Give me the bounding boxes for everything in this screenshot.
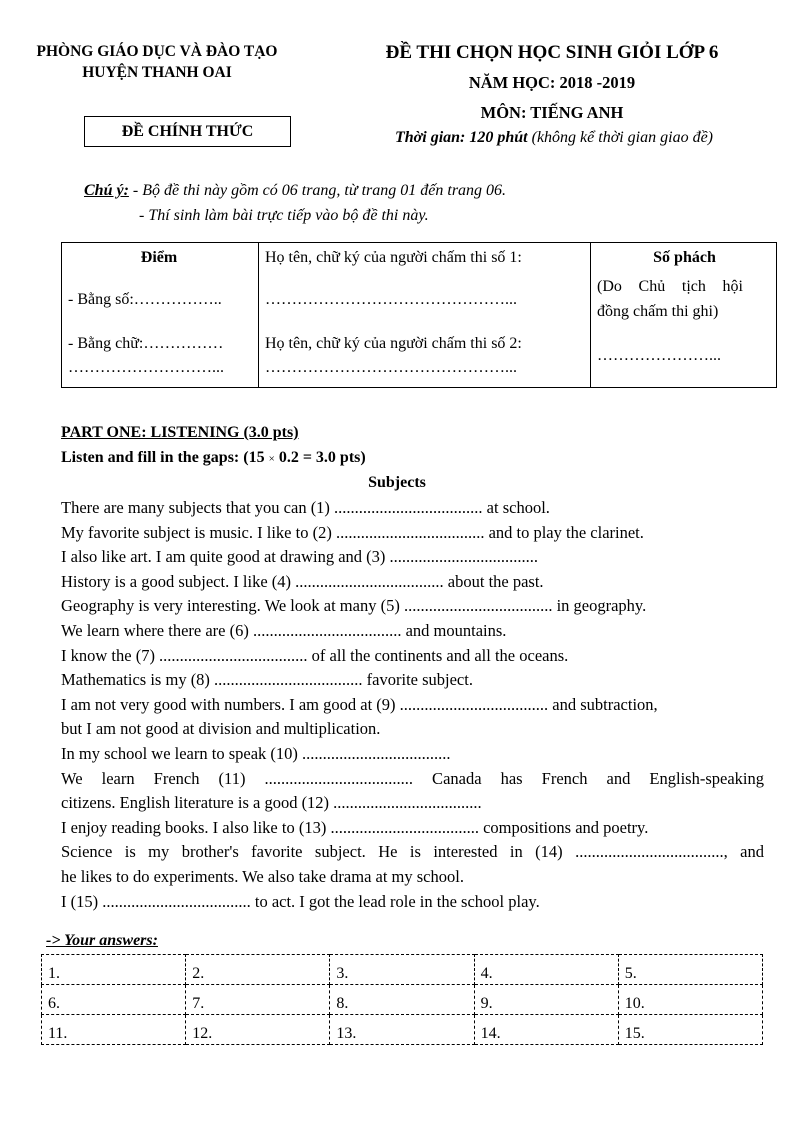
passage-line: We learn French (11) .................................... Canada has French and English-speaking [61, 768, 764, 788]
passage-title: Subjects [368, 474, 426, 491]
answer-number: 4. [480, 965, 493, 982]
answer-row [42, 1015, 763, 1045]
answer-number: 12. [192, 1025, 213, 1042]
answer-cell-9[interactable] [474, 985, 618, 1015]
part-one-instruction [61, 449, 366, 467]
exam-title: ĐỀ THI CHỌN HỌC SINH GIỎI LỚP 6 [385, 42, 719, 63]
official-exam-label: ĐỀ CHÍNH THỨC [121, 122, 254, 140]
score-by-words-dots: ………………………... [68, 359, 224, 376]
score-cell [62, 243, 259, 388]
answer-cell-3[interactable] [330, 955, 474, 985]
passage-line: I am not very good with numbers. I am good at (9) .................................... and subtraction, [61, 694, 658, 714]
answer-number: 13. [336, 1025, 357, 1042]
passage-line: citizens. English literature is a good (12) .................................... [61, 793, 482, 813]
exam-duration [354, 129, 754, 147]
passage-line: We learn where there are (6) .................................... and mountains. [61, 620, 507, 640]
grader-cell [259, 243, 591, 388]
answer-number: 11. [48, 1025, 68, 1042]
answer-cell-11[interactable] [42, 1015, 186, 1045]
answer-cell-4[interactable] [474, 955, 618, 985]
answer-cell-10[interactable] [618, 985, 762, 1015]
school-year: NĂM HỌC: 2018 -2019 [468, 73, 636, 92]
code-field[interactable]: …………………... [597, 347, 721, 364]
answers-label-text: -> Your answers: [46, 932, 158, 949]
score-header: Điểm [140, 249, 178, 266]
answer-number: 15. [624, 1025, 645, 1042]
answer-number: 14. [480, 1025, 501, 1042]
issuing-authority [30, 41, 284, 83]
answer-number: 3. [336, 965, 349, 982]
grader2-signature-field[interactable]: ………………………………………... [265, 359, 517, 376]
answer-number: 5. [624, 965, 637, 982]
note-label: Chú ý: [84, 182, 129, 199]
answer-number: 7. [192, 995, 205, 1012]
note-line-2: - Thí sinh làm bài trực tiếp vào bộ đề thi này. [139, 207, 429, 224]
answers-label [46, 932, 158, 950]
passage-line: I (15) .................................... to act. I got the lead role in the school play. [61, 891, 540, 911]
listening-passage [61, 496, 764, 914]
answer-cell-12[interactable] [186, 1015, 330, 1045]
passage-line: History is a good subject. I like (4) .................................... about the past. [61, 571, 544, 591]
passage-line: I enjoy reading books. I also like to (13) .................................... compositions and poetry. [61, 817, 649, 837]
code-cell [591, 243, 777, 388]
official-exam-badge [84, 116, 291, 147]
district-name: HUYỆN THANH OAI [82, 64, 232, 81]
answer-number: 1. [48, 965, 60, 982]
code-header: Số phách [653, 249, 716, 266]
answer-cell-8[interactable] [330, 985, 474, 1015]
passage-line: I know the (7) .................................... of all the continents and all the oceans. [61, 645, 569, 665]
passage-line: but I am not good at division and multiplication. [61, 719, 381, 739]
multiply-sign: × [268, 453, 275, 465]
score-table [61, 242, 777, 388]
instruction-text-a: Listen and fill in the gaps: (15 [61, 449, 269, 466]
passage-line: Geography is very interesting. We look at many (5) .................................... in geography. [61, 596, 647, 616]
exam-notes [84, 178, 506, 228]
note-text-1: - Bộ đề thi này gồm có 06 trang, từ trang 01 đến trang 06. [128, 182, 507, 199]
passage-line: I also like art. I am quite good at drawing and (3) .................................... [61, 547, 539, 567]
exam-duration-note: (không kể thời gian giao đề) [527, 129, 713, 146]
answer-number: 8. [336, 995, 349, 1012]
department-name: PHÒNG GIÁO DỤC VÀ ĐÀO TẠO [36, 43, 278, 60]
passage-line: he likes to do experiments. We also take drama at my school. [61, 866, 464, 886]
grader1-signature-field[interactable]: ………………………………………... [265, 291, 517, 308]
exam-subject: MÔN: TIẾNG ANH [480, 103, 624, 122]
answer-row [42, 985, 763, 1015]
answer-cell-6[interactable] [42, 985, 186, 1015]
part-one-title: PART ONE: LISTENING (3.0 pts) [61, 424, 299, 441]
answer-number: 9. [480, 995, 493, 1012]
passage-line: In my school we learn to speak (10) .................................... [61, 743, 451, 763]
instruction-text-b: 0.2 = 3.0 pts) [274, 449, 366, 466]
answer-number: 2. [192, 965, 205, 982]
answer-cell-7[interactable] [186, 985, 330, 1015]
passage-line: There are many subjects that you can (1) .................................... at school. [61, 498, 550, 517]
answer-cell-1[interactable] [42, 955, 186, 985]
code-note-line-1: (Do Chủ tịch hội [597, 278, 743, 295]
score-by-number[interactable]: - Bằng số:…………….. [68, 291, 222, 308]
note-line-1 [84, 178, 506, 203]
answer-number: 10. [624, 995, 645, 1012]
answers-table [41, 954, 763, 1045]
answer-cell-14[interactable] [474, 1015, 618, 1045]
passage-line: Mathematics is my (8) .................................... favorite subject. [61, 670, 473, 690]
answer-number: 6. [48, 995, 60, 1012]
exam-heading [352, 40, 752, 128]
answer-cell-15[interactable] [618, 1015, 762, 1045]
code-note-line-2: đồng chấm thi ghi) [597, 303, 719, 320]
answer-cell-5[interactable] [618, 955, 762, 985]
answer-cell-13[interactable] [330, 1015, 474, 1045]
exam-duration-bold: Thời gian: 120 phút [394, 129, 528, 146]
grader2-label: Họ tên, chữ ký của người chấm thi số 2: [265, 335, 522, 352]
grader1-label: Họ tên, chữ ký của người chấm thi số 1: [265, 249, 522, 266]
answer-cell-2[interactable] [186, 955, 330, 985]
answer-row [42, 955, 763, 985]
passage-line: My favorite subject is music. I like to (2) .................................... and to play the clarinet. [61, 522, 644, 542]
score-by-words[interactable]: - Bằng chữ:…………… [68, 335, 224, 352]
passage-line: Science is my brother's favorite subject. He is interested in (14) ...................................., and [61, 842, 764, 862]
